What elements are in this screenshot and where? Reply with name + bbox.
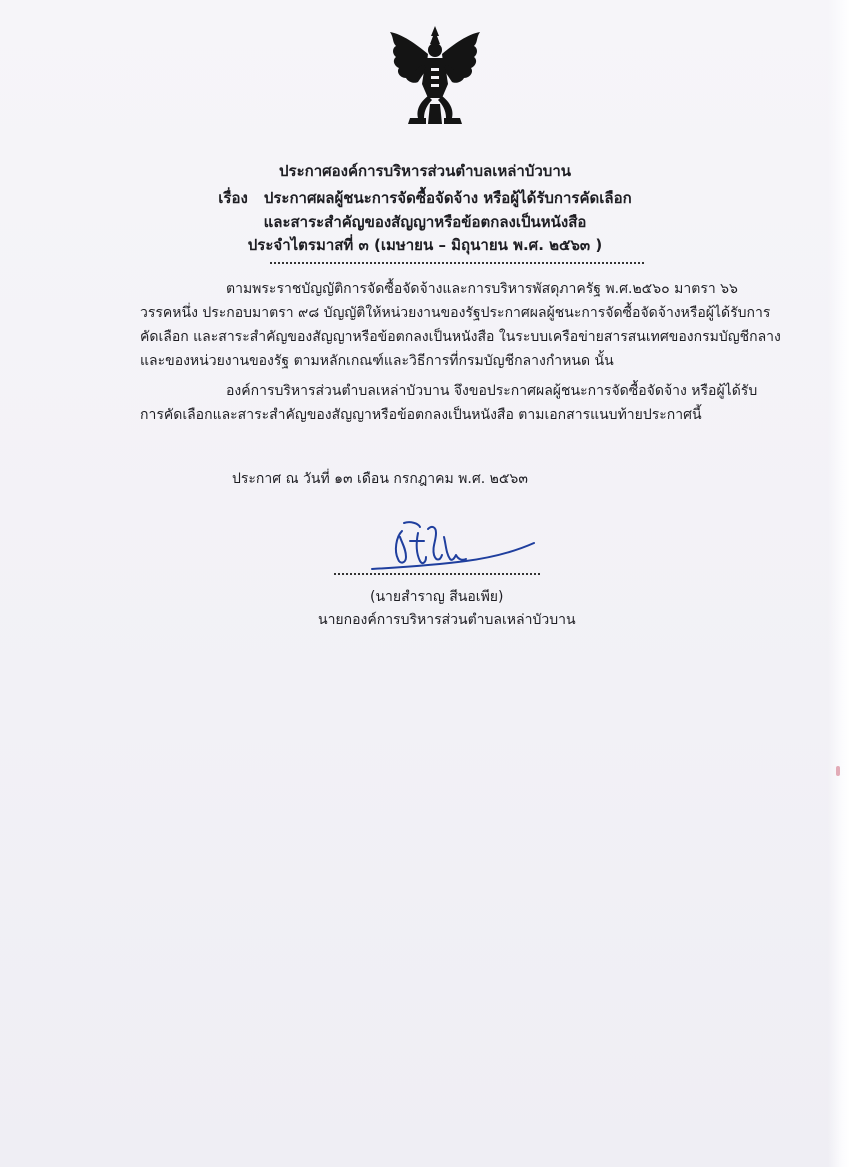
- signer-name: (นายสำราญ สีนอเพีย): [370, 589, 504, 605]
- paragraph-1-line-2: วรรคหนึ่ง ประกอบมาตรา ๙๘ บัญญัติให้หน่วยงานของรัฐประกาศผลผู้ชนะการจัดซื้อจัดจ้างหรือผู้ได้รับการ: [140, 305, 771, 321]
- announcement-org-title: ประกาศองค์การบริหารส่วนตำบลเหล่าบัวบาน: [278, 162, 572, 180]
- handwritten-signature: [366, 515, 542, 577]
- paragraph-1-line-3: คัดเลือก และสาระสำคัญของสัญญาหรือข้อตกลงเป็นหนังสือ ในระบบเครือข่ายสารสนเทศของกรมบัญชีกลาง: [140, 329, 781, 345]
- subject-text-1: ประกาศผลผู้ชนะการจัดซื้อจัดจ้าง หรือผู้ได้รับการคัดเลือก: [263, 189, 632, 207]
- subject-text-2: และสาระสำคัญของสัญญาหรือข้อตกลงเป็นหนังสือ: [263, 213, 587, 231]
- subject-label: เรื่อง: [218, 189, 248, 207]
- signature-dotted-line: [334, 573, 540, 575]
- paper-mark: [836, 766, 840, 776]
- paragraph-1-line-4: และของหน่วยงานของรัฐ ตามหลักเกณฑ์และวิธีการที่กรมบัญชีกลางกำหนด นั้น: [140, 353, 614, 369]
- subject-text-3: ประจำไตรมาสที่ ๓ (เมษายน – มิถุนายน พ.ศ. ๒๕๖๓ ): [247, 236, 603, 254]
- announcement-date: ประกาศ ณ วันที่ ๑๓ เดือน กรกฎาคม พ.ศ. ๒๕๖๓: [232, 471, 528, 487]
- paragraph-2-line-2: การคัดเลือกและสาระสำคัญของสัญญาหรือข้อตกลงเป็นหนังสือ ตามเอกสารแนบท้ายประกาศนี้: [140, 407, 702, 423]
- signer-title: นายกองค์การบริหารส่วนตำบลเหล่าบัวบาน: [318, 612, 576, 628]
- heading-divider: [270, 262, 644, 264]
- paragraph-1-line-1: ตามพระราชบัญญัติการจัดซื้อจัดจ้างและการบริหารพัสดุภาครัฐ พ.ศ.๒๕๖๐ มาตรา ๖๖: [226, 281, 738, 297]
- paragraph-2-line-1: องค์การบริหารส่วนตำบลเหล่าบัวบาน จึงขอประกาศผลผู้ชนะการจัดซื้อจัดจ้าง หรือผู้ได้รับ: [226, 383, 758, 399]
- subject-line: [0, 186, 850, 210]
- garuda-emblem-icon: [386, 24, 484, 130]
